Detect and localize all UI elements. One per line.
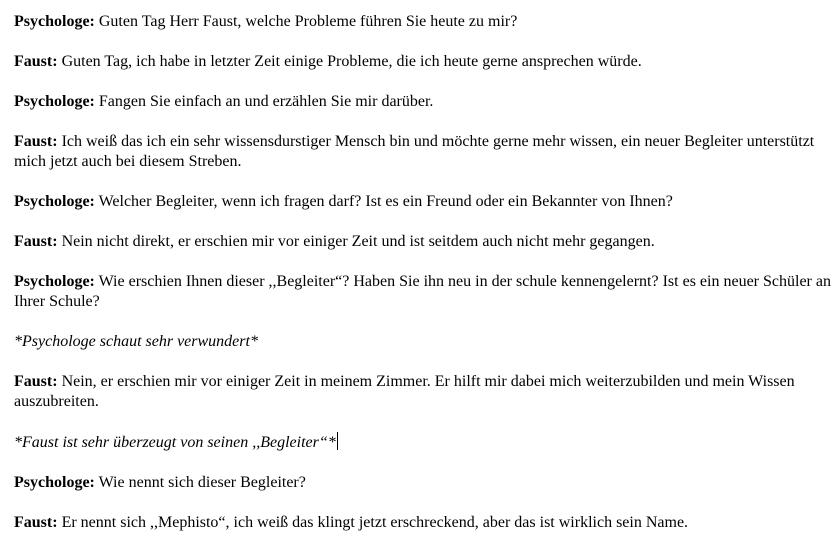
dialogue-text: Er nennt sich ,,Mephisto“, ich weiß das klingt jetzt erschreckend, aber das ist wirklich sein Name. bbox=[57, 514, 689, 531]
dialogue-text: Ich weiß das ich ein sehr wissensdurstiger Mensch bin und möchte gerne mehr wissen, ein neuer Begleiter unterstützt mich jetzt auch bei diesem Streben. bbox=[14, 133, 815, 170]
dialogue-line bbox=[14, 232, 838, 252]
speaker-label: Psychologe: bbox=[14, 93, 95, 110]
dialogue-text: Wie nennt sich dieser Begleiter? bbox=[94, 474, 306, 491]
dialogue-text: Guten Tag, ich habe in letzter Zeit einige Probleme, die ich heute gerne ansprechen würde. bbox=[57, 53, 642, 70]
stage-direction: *Psychologe schaut sehr verwundert* bbox=[14, 333, 258, 350]
dialogue-line bbox=[14, 513, 838, 533]
cut-off-next-line bbox=[14, 550, 84, 557]
dialogue-line bbox=[14, 473, 838, 493]
dialogue-line bbox=[14, 12, 838, 32]
stage-direction: *Faust ist sehr überzeugt von seinen ,,Begleiter“* bbox=[14, 434, 336, 451]
dialogue-line bbox=[14, 52, 838, 72]
speaker-label: Faust: bbox=[14, 233, 58, 250]
document-body bbox=[14, 12, 838, 553]
speaker-label: Psychologe: bbox=[14, 273, 95, 290]
speaker-label: Psychologe: bbox=[14, 474, 95, 491]
dialogue-line bbox=[14, 92, 838, 112]
speaker-label: Psychologe: bbox=[14, 13, 95, 30]
speaker-label: Faust: bbox=[14, 514, 58, 531]
dialogue-text: Nein nicht direkt, er erschien mir vor einiger Zeit und ist seitdem auch nicht mehr gegangen. bbox=[57, 233, 655, 250]
dialogue-line bbox=[14, 272, 838, 312]
speaker-label: Faust: bbox=[14, 53, 58, 70]
stage-direction-line[interactable] bbox=[14, 432, 838, 453]
dialogue-text: Welcher Begleiter, wenn ich fragen darf? Ist es ein Freund oder ein Bekannter von Ihnen? bbox=[94, 193, 673, 210]
dialogue-text: Nein, er erschien mir vor einiger Zeit in meinem Zimmer. Er hilft mir dabei mich weiterzubilden und mein Wissen auszubreiten. bbox=[14, 373, 795, 410]
dialogue-line bbox=[14, 192, 838, 212]
dialogue-text: Guten Tag Herr Faust, welche Probleme führen Sie heute zu mir? bbox=[94, 13, 518, 30]
dialogue-line bbox=[14, 132, 838, 172]
dialogue-text: Fangen Sie einfach an und erzählen Sie mir darüber. bbox=[94, 93, 434, 110]
speaker-label: Faust: bbox=[14, 373, 58, 390]
speaker-label: Psychologe: bbox=[14, 193, 95, 210]
dialogue-text: Wie erschien Ihnen dieser ,,Begleiter“? Haben Sie ihn neu in der schule kennengelernt? Ist es ein neuer Schüler an Ihrer Schule? bbox=[14, 273, 831, 310]
dialogue-line bbox=[14, 372, 838, 412]
text-cursor bbox=[337, 432, 338, 450]
speaker-label: Faust: bbox=[14, 133, 58, 150]
